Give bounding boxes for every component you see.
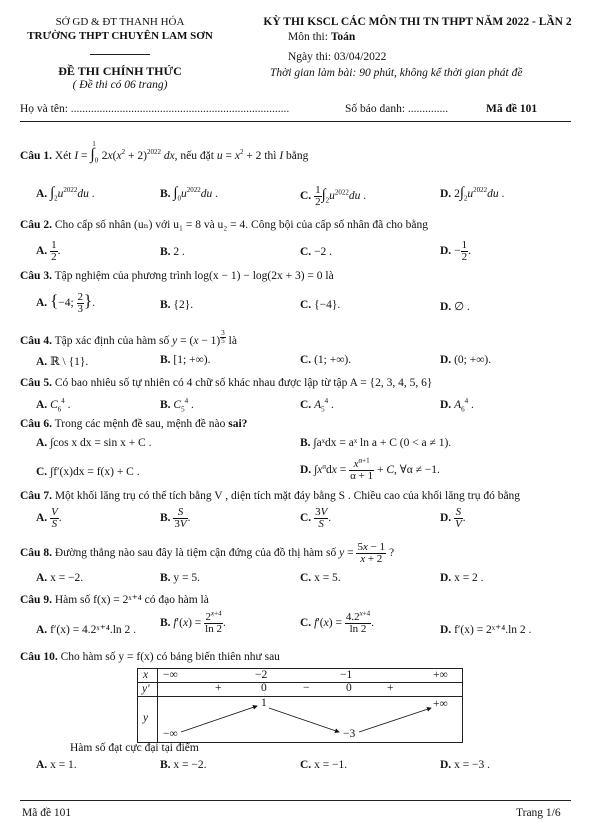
question-7: Câu 7. Một khối lăng trụ có thể tích bằng V , diện tích mặt đáy bằng S . Chiều cao của khối lăng trụ đó bằng: [20, 490, 521, 502]
subject-value: Toán: [330, 31, 356, 43]
q4-option-c: C. (1; +∞).: [300, 354, 352, 366]
official-label: ĐỀ THI CHÍNH THỨC: [58, 64, 182, 78]
table-x2: −2: [255, 669, 268, 681]
table-yp-label: y′: [142, 683, 150, 695]
question-9: Câu 9. Hàm số f(x) = 2ˣ⁺⁴ có đạo hàm là: [20, 594, 209, 606]
table-val-1: −∞: [163, 728, 178, 740]
top-rule: [20, 121, 571, 122]
q10-option-b: B. x = −2.: [160, 759, 207, 771]
q1-label: Câu 1.: [20, 150, 52, 162]
exam-code: Mã đề 101: [486, 103, 538, 115]
q8-option-a: A. x = −2.: [36, 572, 84, 584]
q2-option-c: C. −2 .: [300, 246, 333, 258]
question-1: Câu 1. Xét $I = \int_0^12x(x^2 + 2)^{2022}$ dx, nếu đặt $u = x^2 + 2$ thì I bằng: [20, 140, 309, 165]
q8-option-d: D. x = 2 .: [440, 572, 484, 584]
q10-question: Hàm số đạt cực đại tại điểm: [70, 742, 199, 754]
footer-code: Mã đề 101: [22, 807, 72, 819]
exam-title: KỲ THI KSCL CÁC MÔN THI TN THPT NĂM 2022 - LẦN 2: [263, 16, 572, 28]
arrow-up-2: [359, 708, 431, 732]
q10-option-d: D. x = −3 .: [440, 759, 491, 771]
q6-option-a: A. ∫cos x dx = sin x + C .: [36, 437, 152, 449]
question-6: Câu 6. Trong các mệnh đề sau, mệnh đề nào sai?: [20, 418, 248, 430]
subject-label: Môn thi:: [288, 31, 331, 43]
q7-option-a: A. $\frac{V}{S}$ .: [36, 506, 62, 530]
q6-option-b: B. ∫aˣdx = aˣ ln a + C (0 < a ≠ 1).: [300, 437, 452, 449]
q1-option-a: A. $\int_2u^{2022}du$ .: [36, 185, 95, 203]
q7-option-b: B. $\frac{S}{3V}$ .: [160, 506, 191, 530]
q9-option-c: C. f′(x) = $\frac{4.2^{x+4}}{\ln 2}$ .: [300, 609, 374, 635]
q3-option-b: B. {2}.: [160, 299, 194, 311]
question-5: Câu 5. Có bao nhiêu số tự nhiên có 4 chữ số khác nhau được lập từ tập A = {2, 3, 4, 5, 6}: [20, 377, 433, 389]
q1-option-b: B. $\int_0u^{2022}du$ .: [160, 185, 219, 203]
table-sign-1: +: [215, 682, 222, 694]
q2-option-d: D. − $\frac{1}{2}$ .: [440, 239, 471, 263]
table-val-4: +∞: [433, 698, 448, 710]
dept-name: SỞ GD & ĐT THANH HÓA: [55, 16, 185, 28]
q7-option-d: D. $\frac{S}{V}$ .: [440, 506, 466, 530]
exam-time: Thời gian làm bài: 90 phút, không kể thời gian phát đề: [270, 67, 523, 79]
table-sign-3: +: [387, 682, 394, 694]
subject-line: [288, 31, 355, 43]
q9-option-a: A. f′(x) = 4.2ˣ⁺⁴.ln 2 .: [36, 624, 137, 636]
student-name-field: Họ và tên: ............................................................................: [20, 103, 290, 115]
q6-option-d: D. $\int x^\alpha dx$ = $\frac{x^{\alpha+1}}{\alpha + 1}$ + C, ∀α ≠ −1.: [300, 456, 440, 482]
q3-option-a: A. {−4; $\frac{2}{3}$ }.: [36, 290, 96, 315]
footer-page: Trang 1/6: [516, 807, 561, 819]
table-val-2: 1: [261, 697, 267, 709]
table-x3: −1: [340, 669, 353, 681]
q5-option-b: B. $C_5^4$ .: [160, 397, 194, 414]
question-2: Câu 2. Cho cấp số nhân (uₙ) với u₁ = 8 và u₂ = 4. Công bội của cấp số nhân đã cho bằng: [20, 219, 428, 231]
q6-option-c: C. ∫f′(x)dx = f(x) + C .: [36, 466, 140, 478]
q3-option-d: D. ∅ .: [440, 301, 470, 313]
school-name: TRƯỜNG THPT CHUYÊN LAM SƠN: [27, 30, 213, 42]
q5-option-c: C. $A_5^4$ .: [300, 397, 334, 414]
exam-date: Ngày thi: 03/04/2022: [288, 51, 387, 63]
question-8: Câu 8. Đường thẳng nào sau đây là tiệm cận đứng của đồ thị hàm số y = $\frac{5x - 1}{x + 2}$ ?: [20, 541, 395, 565]
q3-option-c: C. {−4}.: [300, 299, 341, 311]
q9-option-b: B. f′(x) = $\frac{2^{x+4}}{\ln 2}$ .: [160, 609, 226, 635]
pages-note: ( Đề thi có 06 trang): [72, 79, 168, 91]
q4-option-a: A. ℝ \ {1}.: [36, 356, 89, 368]
q1-option-c: C. $\frac{1}{2}$ $\int_2u^{2022}du$ .: [300, 184, 367, 208]
table-y-label: y: [143, 712, 149, 724]
question-4: Câu 4. Tập xác định của hàm số y = (x − 1) $^{\frac{3}{5}}$ là: [20, 329, 237, 347]
q2-option-a: A. $\frac{1}{2}$ .: [36, 239, 61, 263]
table-val-3: −3: [343, 728, 356, 740]
table-x4: +∞: [433, 669, 448, 681]
q10-option-c: C. x = −1.: [300, 759, 348, 771]
q10-option-a: A. x = 1.: [36, 759, 77, 771]
q8-option-c: C. x = 5.: [300, 572, 341, 584]
q7-option-c: C. $\frac{3V}{S}$ .: [300, 506, 332, 530]
question-10: Câu 10. Cho hàm số y = f(x) có bảng biến thiên như sau: [20, 651, 280, 663]
table-x1: −∞: [163, 669, 178, 681]
table-arrows: [137, 668, 463, 743]
q4-option-d: D. (0; +∞).: [440, 354, 492, 366]
q5-option-d: D. $A_6^4$ .: [440, 397, 474, 414]
header-divider: [90, 54, 150, 55]
q4-option-b: B. [1; +∞).: [160, 354, 211, 366]
variation-table: [137, 668, 463, 743]
table-sign-2: −: [303, 682, 310, 694]
sbd-field: Số báo danh: ..............: [345, 103, 449, 115]
table-x-label: x: [143, 669, 149, 681]
arrow-down: [269, 708, 339, 732]
q8-option-b: B. y = 5.: [160, 572, 201, 584]
q9-option-d: D. f′(x) = 2ˣ⁺⁴.ln 2 .: [440, 624, 532, 636]
table-zero-2: 0: [346, 682, 352, 694]
arrow-up-1: [181, 706, 257, 732]
footer-rule: [20, 800, 571, 801]
q1-option-d: D. $2\int_2u^{2022}du$ .: [440, 185, 505, 203]
q5-option-a: A. $C_6^4$ .: [36, 397, 71, 414]
q1-text: Xét: [54, 150, 75, 162]
q2-option-b: B. 2 .: [160, 246, 185, 258]
table-zero-1: 0: [261, 682, 267, 694]
question-3: Câu 3. Tập nghiệm của phương trình log(x − 1) − log(2x + 3) = 0 là: [20, 270, 334, 282]
